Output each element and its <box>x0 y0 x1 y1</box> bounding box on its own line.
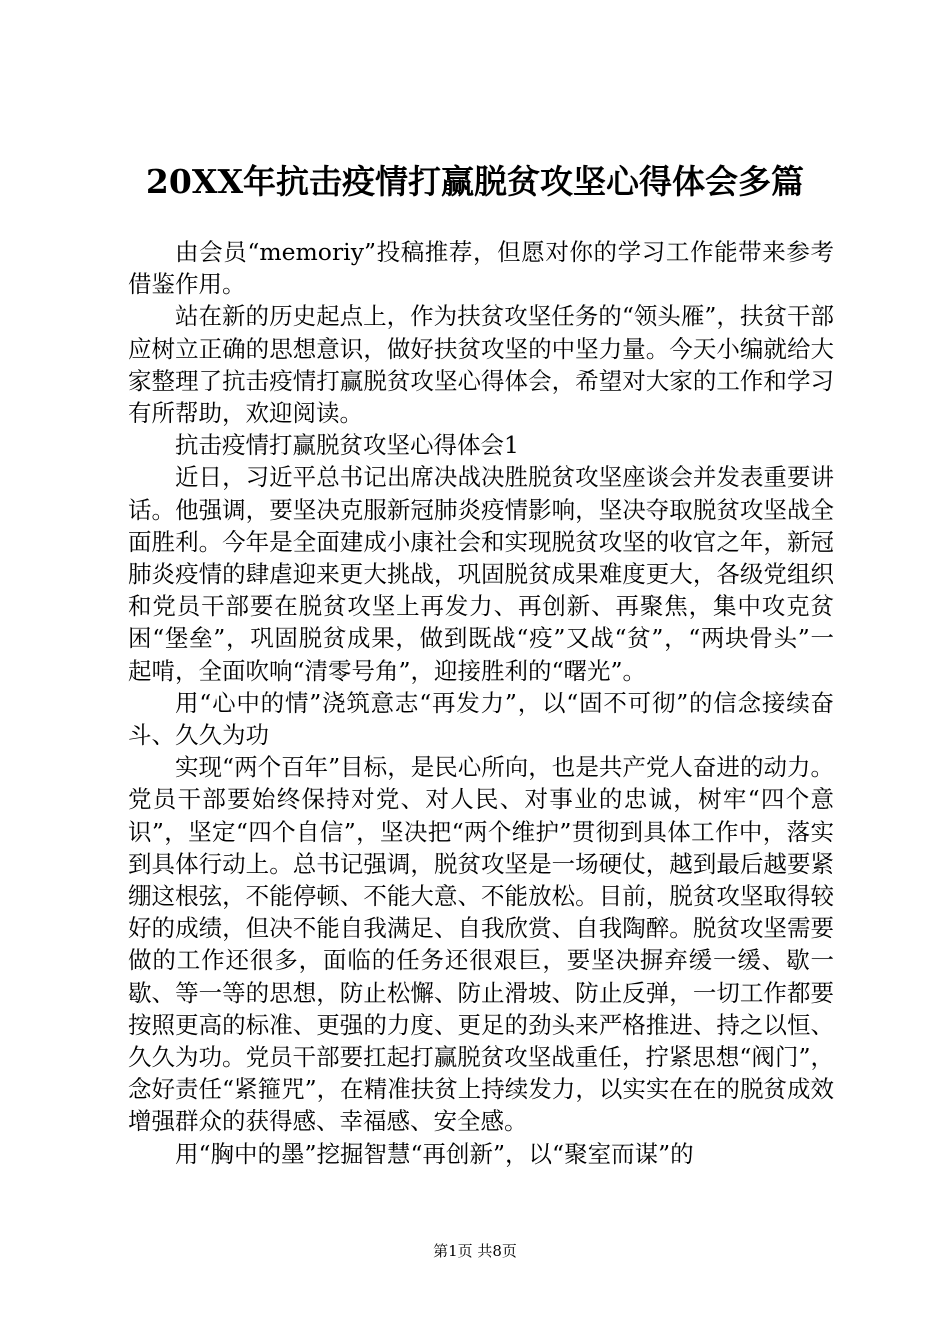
body-paragraph: 近日，习近平总书记出席决战决胜脱贫攻坚座谈会并发表重要讲话。他强调，要坚决克服新冠肺炎疫情影响，坚决夺取脱贫攻坚战全面胜利。今年是全面建成小康社会和实现脱贫攻坚的收官之年，新冠肺炎疫情的肆虐迎来更大挑战，巩固脱贫成果难度更大，各级党组织和党员干部要在脱贫攻坚上再发力、再创新、再聚焦，集中攻克贫困“堡垒”，巩固脱贫成果，做到既战“疫”又战“贫”，“两块骨头”一起啃，全面吹响“清零号角”，迎接胜利的“曙光”。 <box>128 463 834 685</box>
document-title: 20XX年抗击疫情打赢脱贫攻坚心得体会多篇 <box>145 162 805 201</box>
intro-paragraph: 由会员“memoriy”投稿推荐，但愿对你的学习工作能带来参考借鉴作用。 <box>128 238 834 299</box>
subheading-paragraph: 用“胸中的墨”挖掘智慧“再创新”，以“聚室而谋”的 <box>175 1139 694 1168</box>
subheading-paragraph: 用“心中的情”浇筑意志“再发力”，以“固不可彻”的信念接续奋斗、久久为功 <box>128 688 834 750</box>
summary-paragraph: 站在新的历史起点上，作为扶贫攻坚任务的“领头雁”，扶贫干部应树立正确的思想意识，做好扶贫攻坚的中坚力量。今天小编就给大家整理了抗击疫情打赢脱贫攻坚心得体会，希望对大家的工作和学习有所帮助，欢迎阅读。 <box>128 302 834 428</box>
body-paragraph: 实现“两个百年”目标，是民心所向，也是共产党人奋进的动力。党员干部要始终保持对党、对人民、对事业的忠诚，树牢“四个意识”，坚定“四个自信”，坚决把“两个维护”贯彻到具体工作中，落实到具体行动上。总书记强调，脱贫攻坚是一场硬仗，越到最后越要紧绷这根弦，不能停顿、不能大意、不能放松。目前，脱贫攻坚取得较好的成绩，但决不能自我满足、自我欣赏、自我陶醉。脱贫攻坚需要做的工作还很多，面临的任务还很艰巨，要坚决摒弃缓一缓、歇一歇、等一等的思想，防止松懈、防止滑坡、防止反弹，一切工作都要按照更高的标准、更强的力度、更足的劲头来严格推进、持之以恒、久久为功。党员干部要扛起打赢脱贫攻坚战重任，拧紧思想“阀门”，念好责任“紧箍咒”，在精准扶贫上持续发力，以实实在在的脱贫成效增强群众的获得感、幸福感、安全感。 <box>128 753 834 1136</box>
page-footer: 第1页 共8页 <box>433 1242 517 1260</box>
section-heading: 抗击疫情打赢脱贫攻坚心得体会1 <box>175 431 519 460</box>
document-body <box>128 236 834 1170</box>
